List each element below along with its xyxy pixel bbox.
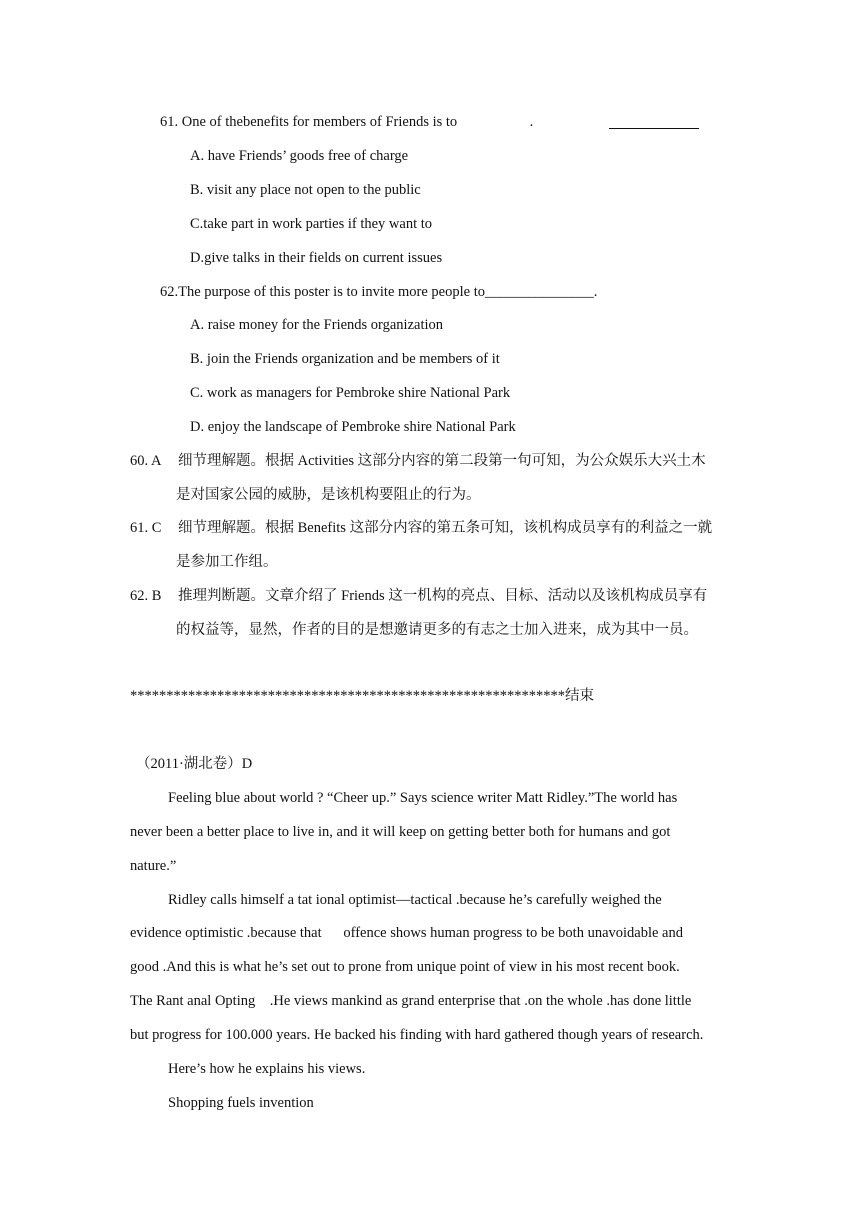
question-62-stem: 62.The purpose of this poster is to invite more people to_______________.	[160, 284, 598, 300]
passage-line: good .And this is what he’s set out to prone from unique point of view in his most recent book.	[130, 959, 680, 975]
answer-62-number: 62. B	[130, 588, 162, 604]
answer-61-number: 61. C	[130, 520, 162, 536]
question-62-option-d: D. enjoy the landscape of Pembroke shire National Park	[190, 419, 516, 435]
answer-61-explanation-line2: 是参加工作组。	[176, 554, 278, 570]
question-61-option-d: D.give talks in their fields on current issues	[190, 250, 443, 266]
answer-61-explanation-line1: 细节理解题。根据 Benefits 这部分内容的第五条可知，该机构成员享有的利益之一就	[178, 520, 713, 536]
passage-line: evidence optimistic .because that offence shows human progress to be both unavoidable and	[130, 925, 683, 941]
question-61-option-a: A. have Friends’ goods free of charge	[190, 148, 409, 164]
passage-line: The Rant anal Opting .He views mankind as grand enterprise that .on the whole .has done little	[130, 993, 692, 1009]
question-61-option-b: B. visit any place not open to the public	[190, 182, 421, 198]
section-separator: ************************************************************结束	[130, 688, 594, 704]
question-62-option-b: B. join the Friends organization and be members of it	[190, 351, 500, 367]
passage-line: never been a better place to live in, and it will keep on getting better both for humans and got	[130, 824, 671, 840]
answer-60-explanation-line1: 细节理解题。根据 Activities 这部分内容的第二段第一句可知，为公众娱乐大兴土木	[178, 453, 706, 469]
passage-line: nature.”	[130, 858, 177, 874]
question-61-option-c: C.take part in work parties if they want to	[190, 216, 433, 232]
answer-62-explanation-line2: 的权益等，显然，作者的目的是想邀请更多的有志之士加入进来，成为其中一员。	[176, 622, 698, 638]
passage-subheading: Shopping fuels invention	[168, 1095, 314, 1111]
question-61-stem: 61. One of thebenefits for members of Friends is to .	[160, 114, 534, 130]
passage-line: Ridley calls himself a tat ional optimist—tactical .because he’s carefully weighed the	[168, 892, 662, 908]
question-62-option-c: C. work as managers for Pembroke shire National Park	[190, 385, 511, 401]
passage-line: Feeling blue about world ? “Cheer up.” Says science writer Matt Ridley.”The world has	[168, 790, 678, 806]
passage-line: but progress for 100.000 years. He backed his finding with hard gathered though years of research.	[130, 1027, 704, 1043]
passage-line: Here’s how he explains his views.	[168, 1061, 366, 1077]
answer-62-explanation-line1: 推理判断题。文章介绍了 Friends 这一机构的亮点、目标、活动以及该机构成员享有	[178, 588, 708, 604]
answer-60-explanation-line2: 是对国家公园的威胁，是该机构要阻止的行为。	[176, 487, 481, 503]
question-62-option-a: A. raise money for the Friends organization	[190, 317, 444, 333]
answer-60-number: 60. A	[130, 453, 162, 469]
answer-blank-underline	[609, 128, 699, 129]
passage-heading: （2011·湖北卷）D	[136, 756, 253, 772]
